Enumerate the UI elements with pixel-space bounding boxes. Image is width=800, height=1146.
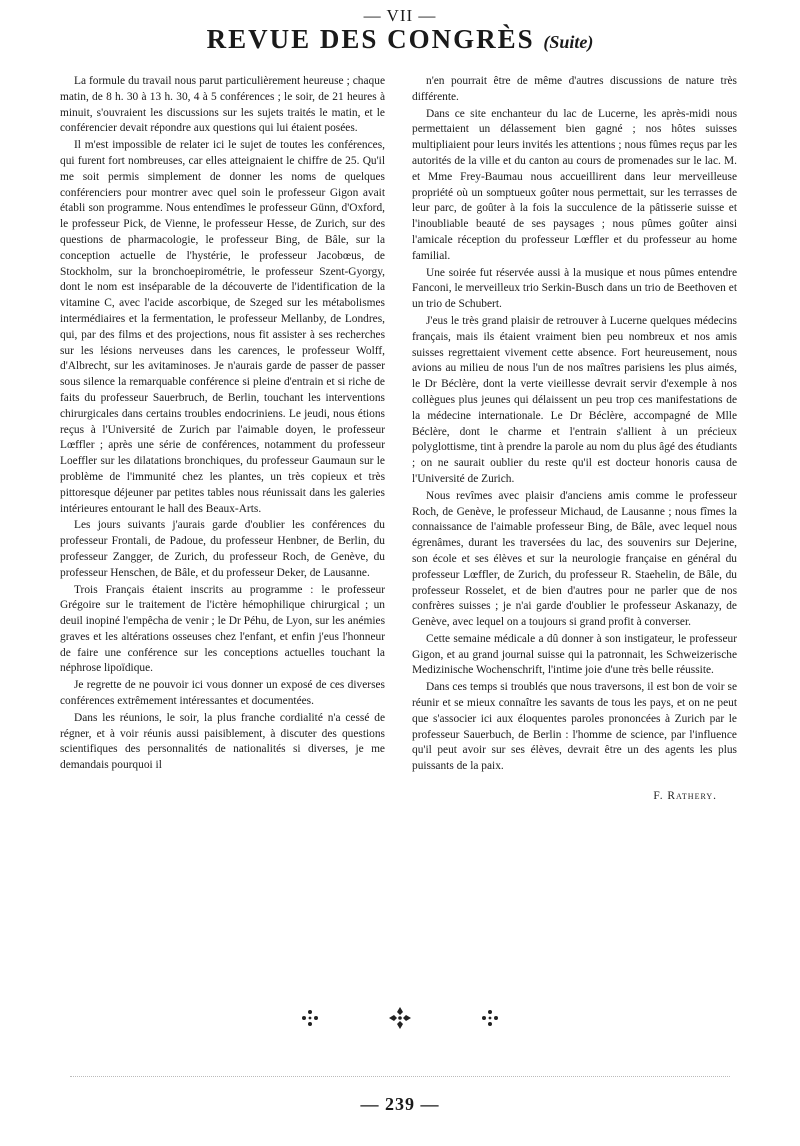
- paragraph: J'eus le très grand plaisir de retrouver à Lucerne quelques médecins français, mais ils étaient vraiment bien peu nombreux et nos amis suisses regrettaient vivement cette absence. Fort heureusement, nous avions au milieu de nous l'un de nos maîtres parisiens les plus aimés, le Dr Béclère, dont la verte vieillesse devrait servir d'exemple à nos collègues plus jeunes qui délaissent un peu trop ces manifestations de la médecine internationale. Le Dr Béclère, accompagné de Mlle Béclère, dont le charme et l'entrain s'allient à un précieux polyglottisme, tint à prendre la parole au nom du plus âgé des étudiants ; on ne saurait oublier du reste qu'il est docteur honoris causa de l'Université de Zurich.: [412, 314, 737, 485]
- paragraph: La formule du travail nous parut particulièrement heureuse ; chaque matin, de 8 h. 30 à 13 h. 30, 4 à 5 conférences ; le soir, de 21 heures à minuit, s'ouvraient les discussions sur les sujets traités le matin, et le conférencier devait répondre aux questions qui lui étaient posées.: [60, 75, 385, 135]
- section-title: [0, 24, 800, 55]
- ornament-right-icon: [480, 1008, 500, 1028]
- paragraph: Il m'est impossible de relater ici le sujet de toutes les conférences, qui furent fort nombreuses, car elles atteignaient le chiffre de 25. Qu'il me soit permis simplement de donner les noms de quelques conférenciers pour montrer avec quel soin le professeur Gigon avait établi son programme. Nous entendîmes le professeur Günn, d'Oxford, le professeur Pick, de Vienne, le professeur Hesse, de Zurich, sur des questions de pharmacologie, le professeur Bing, de Bâle, sur la conception actuelle de l'hystérie, le professeur Jacobœus, de Stockholm, sur la bronchoepirométrie, le professeur Szent-Gyorgy, dont le nom est inséparable de la découverte de l'identification de la vitamine C, avec l'acide ascorbique, de Szeged sur les métabolismes intermédiaires et la fermentation, le professeur Mellanby, de Londres, qui, par des films et des projections, nous fit assister à ses recherches sur les lésions nerveuses dans les carences, le professeur Wolff, d'Albrecht, sur les avitaminoses. Je n'aurais garde de passer de passer sous silence la remarquable conférence si pleine d'entrain et si riche de faits du professeur Sauerbruch, de Berlin, touchant les interventions chirurgicales dans certains troubles endocriniens. Le jeudi, nous étions reçus à l'Université de Zurich par l'aimable doyen, le professeur Lœffler ; après une série de conférences, notamment du professeur Loeffler sur les dilatations bronchiques, du professeur Gaumaun sur le problème de l'immunité chez les plantes, un très copieux et très pittoresque déjeuner par petites tables nous réunissait dans les galeries intérieures entourant le hall des Beaux-Arts.: [60, 139, 385, 515]
- paragraph: Trois Français étaient inscrits au programme : le professeur Grégoire sur le traitement de l'ictère hémophilique chirurgical ; un deuil inopiné l'empêcha de venir ; le Dr Péhu, de Lyon, sur les anémies graves et les altérations osseuses chez l'enfant, et enfin j'eus l'honneur de faire une conférence sur les conceptions actuelles touchant la néphrose lipoïdique.: [60, 583, 385, 675]
- paragraph: Dans les réunions, le soir, la plus franche cordialité n'a cessé de régner, et à voir réunis aussi paisiblement, à discuter des questions scientifiques des personnalités de nationalités si diverses, je me demandais pourquoi il: [60, 711, 385, 772]
- roman-page-number: — VII —: [363, 6, 437, 25]
- bottom-rule: [70, 1076, 730, 1077]
- paragraph: n'en pourrait être de même d'autres discussions de nature très différente.: [412, 75, 737, 103]
- paragraph: Une soirée fut réservée aussi à la musique et nous pûmes entendre Fanconi, le merveilleux trio Serkin-Busch dans un trio de Beethoven et un trio de Schubert.: [412, 266, 737, 311]
- author-signature: F. Rathery.: [653, 790, 717, 803]
- paragraph: Je regrette de ne pouvoir ici vous donner un exposé de ces diverses conférences extrêmement intéressantes et documentées.: [60, 679, 385, 708]
- paragraph: Cette semaine médicale a dû donner à son instigateur, le professeur Gigon, et au grand journal suisse qui la patronnait, les Schweizerische Medizinische Wochenschrift, l'intime joie d'une très belle réussite.: [412, 632, 737, 677]
- paragraph: Dans ce site enchanteur du lac de Lucerne, les après-midi nous permettaient un délassement bien gagné ; nos hôtes suisses multipliaient pour leurs invités les attentions ; nous fûmes reçus par les autorités de la ville et du canton au cours de promenades sur le lac. M. et Mme Frey-Baumau nous accueillirent dans leur merveilleuse propriété où un somptueux goûter nous permettait, sur les terrasses de leur parc, de goûter à la fois la succulence de la pâtisserie suisse et l'inoubliable beauté de ses paysages ; nous pûmes goûter ainsi l'amicale réception du professeur Lœffler et du professeur au home familial.: [412, 107, 737, 262]
- ornament-center-icon: [388, 1006, 412, 1030]
- paragraph: Les jours suivants j'aurais garde d'oublier les conférences du professeur Frontali, de Padoue, du professeur Henbner, de Berlin, du professeur Zangger, de Zurich, du professeur Roch, de Genève, du professeur Henschen, de Bâle, et du professeur Deker, de Lausanne.: [60, 519, 385, 579]
- page-number: — 239 —: [360, 1094, 440, 1114]
- right-column: [412, 74, 737, 805]
- paragraph: Nous revîmes avec plaisir d'anciens amis comme le professeur Roch, de Genève, le professeur Michaud, de Lausanne ; nous fîmes la connaissance de l'aimable professeur Bing, de Bâle, avec lequel nous égrenâmes, durant les traversées du lac, des souvenirs sur Dejerine, son école et ses élèves et sur la neurologie française en général du professeur Lœffler, de Zurich, du professeur R. Staehelin, de Bâle, du professeur Rosselet, et de bien d'autres pour ne parler que de nos confrères suisses ; je n'ai garde d'oublier le professeur Askanazy, de Genève, avec lequel on a toujours si grand profit à converser.: [412, 489, 737, 629]
- paragraph: Dans ces temps si troublés que nous traversons, il est bon de voir se réunir et se mieux connaître les savants de tous les pays, et on ne peut que s'associer ici aux éloquentes paroles prononcées à Zurich par le professeur Sauerbuch, de Berlin : l'homme de science, par l'influence qu'il peut avoir sur ses élèves, devrait être un des agents les plus puissants de la paix.: [412, 681, 737, 773]
- section-title-text: REVUE DES CONGRÈS: [206, 24, 535, 54]
- ornament-left-icon: [300, 1008, 320, 1028]
- section-title-suite: (Suite): [543, 32, 594, 52]
- left-column: [60, 74, 385, 775]
- ornament-row: [300, 1006, 500, 1030]
